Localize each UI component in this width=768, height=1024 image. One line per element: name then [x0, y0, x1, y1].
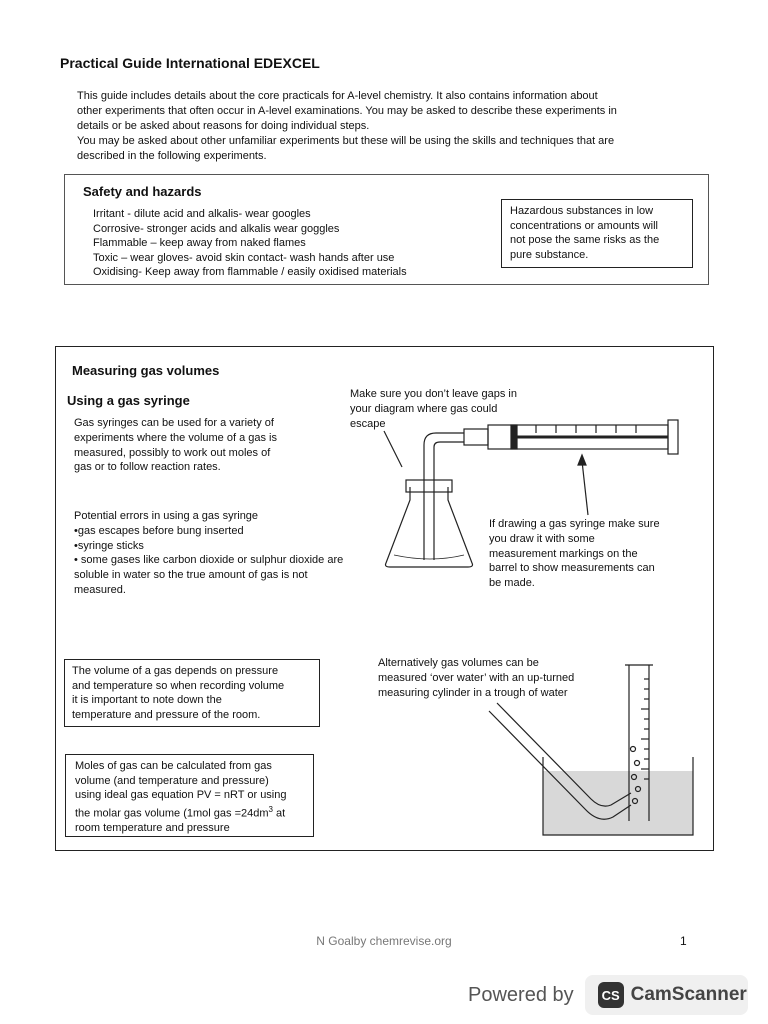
errors-line: •syringe sticks — [74, 539, 144, 552]
drawing-note-line: barrel to show measurements can — [489, 562, 655, 575]
safety-item: Toxic – wear gloves- avoid skin contact- wash hands after use — [93, 251, 395, 264]
moles-line: volume (and temperature and pressure) — [75, 774, 269, 787]
camscanner-watermark — [468, 975, 747, 1015]
drawing-note-line: you draw it with some — [489, 532, 595, 545]
gaps-note-line: your diagram where gas could — [350, 402, 498, 415]
gas-volumes-box — [55, 346, 714, 851]
gaps-note-line: Make sure you don’t leave gaps in — [350, 388, 517, 400]
safety-item: Oxidising- Keep away from flammable / easily oxidised materials — [93, 266, 407, 278]
moles-note-box — [65, 754, 314, 837]
errors-line: soluble in water so the true amount of gas is not — [74, 569, 308, 582]
intro-line: You may be asked about other unfamiliar experiments but these will be using the skills and techniques that are — [77, 135, 615, 147]
syringe-text-line: gas or to follow reaction rates. — [74, 461, 221, 474]
errors-line: Potential errors in using a gas syringe — [74, 510, 259, 522]
moles-line: room temperature and pressure — [75, 821, 230, 834]
superscript-3: 3 — [268, 804, 273, 814]
pressure-note-box — [64, 659, 320, 727]
pressure-note-line: and temperature so when recording volume — [72, 679, 285, 692]
over-water-line: measuring cylinder in a trough of water — [378, 686, 568, 699]
errors-line: measured. — [74, 583, 126, 596]
syringe-text-line: Gas syringes can be used for a variety of — [74, 417, 274, 429]
intro-line: details or be asked about reasons for doing individual steps. — [77, 120, 370, 132]
safety-list — [93, 207, 407, 280]
pressure-note-line: The volume of a gas depends on pressure — [72, 665, 279, 677]
gaps-arrow-line — [384, 431, 402, 467]
page-title: Practical Guide International EDEXCEL — [60, 55, 320, 71]
intro-line: This guide includes details about the core practicals for A-level chemistry. It also contains information about — [77, 90, 598, 102]
drawing-note-line: measurement markings on the — [489, 547, 638, 560]
moles-line-text: the molar gas volume (1mol gas =24dm — [75, 807, 269, 820]
hazard-note-line: concentrations or amounts will — [510, 219, 658, 232]
syringe-text-line: experiments where the volume of a gas is — [74, 431, 277, 444]
errors-line: • some gases like carbon dioxide or sulphur dioxide are — [74, 554, 344, 567]
gas-heading: Measuring gas volumes — [72, 363, 220, 378]
syringe-text — [74, 416, 277, 475]
drawing-note-line: If drawing a gas syringe make sure — [489, 518, 660, 530]
safety-item: Corrosive- stronger acids and alkalis wear goggles — [93, 222, 340, 235]
safety-item: Irritant - dilute acid and alkalis- wear googles — [93, 208, 311, 220]
over-water-diagram — [481, 659, 711, 841]
hazard-note-line: not pose the same risks as the — [510, 234, 660, 246]
moles-line — [75, 803, 304, 821]
hazard-note-line: pure substance. — [510, 248, 589, 261]
drawing-note-line: be made. — [489, 577, 535, 590]
markings-arrow-line — [582, 461, 588, 515]
intro-paragraph — [77, 89, 677, 164]
over-water-line: Alternatively gas volumes can be — [378, 657, 539, 669]
pressure-note-line: it is important to note down the — [72, 694, 222, 706]
syringe-text-line: measured, possibly to work out moles of — [74, 446, 271, 459]
moles-line-text: at — [272, 807, 286, 820]
safety-heading: Safety and hazards — [83, 184, 202, 199]
gaps-note-line: escape — [350, 417, 386, 430]
powered-by-text: Powered by — [468, 983, 574, 1006]
pressure-note-line: temperature and pressure of the room. — [72, 708, 261, 721]
hazard-note-line: Hazardous substances in low — [510, 205, 654, 217]
safety-item: Flammable – keep away from naked flames — [93, 237, 306, 249]
errors-line: •gas escapes before bung inserted — [74, 524, 244, 537]
footer-author: N Goalby chemrevise.org — [316, 934, 452, 948]
gas-subheading: Using a gas syringe — [67, 393, 190, 408]
camscanner-brand: CamScanner — [630, 984, 747, 1005]
intro-line: described in the following experiments. — [77, 150, 267, 162]
hazard-note-box — [501, 199, 693, 268]
moles-line: Moles of gas can be calculated from gas — [75, 760, 272, 772]
safety-box — [64, 174, 709, 285]
gas-syringe-diagram — [376, 415, 696, 595]
intro-line: other experiments that often occur in A-level examinations. You may be asked to describe these experiments in — [77, 105, 617, 117]
errors-list — [74, 509, 343, 598]
camscanner-logo-icon: CS — [598, 982, 624, 1008]
moles-line: using ideal gas equation PV = nRT or using — [75, 789, 287, 801]
over-water-line: measured ‘over water’ with an up-turned — [378, 671, 575, 684]
page-number: 1 — [680, 934, 687, 948]
